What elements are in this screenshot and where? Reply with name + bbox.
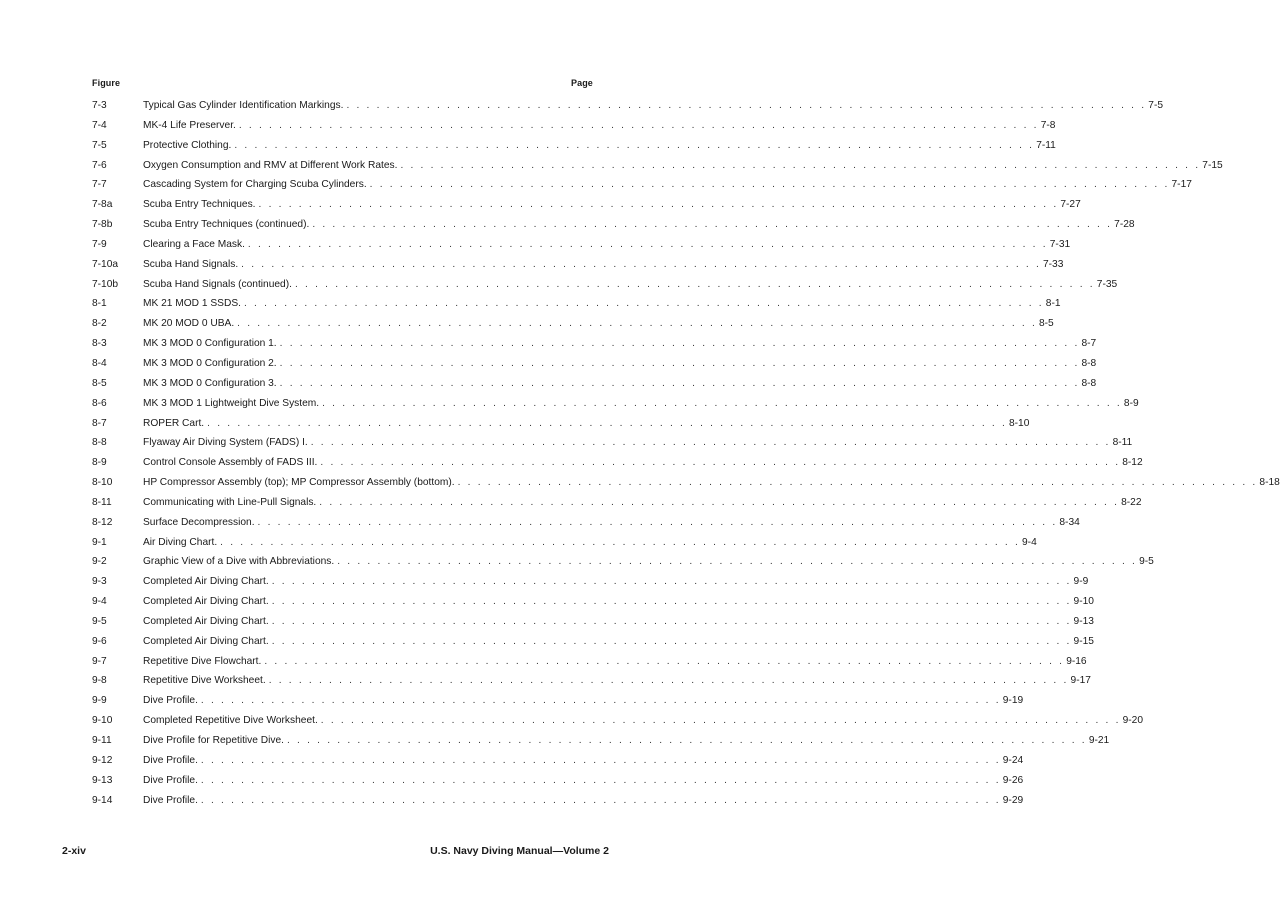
toc-entry[interactable] <box>92 354 1097 374</box>
figure-title: Communicating with Line-Pull Signals. <box>143 496 317 508</box>
toc-entry[interactable] <box>92 156 1223 176</box>
figure-number: 9-11 <box>92 735 112 746</box>
figure-title: Dive Profile. <box>143 774 198 786</box>
dot-leader: . . . . . . . . . . . . . . . . . . . . . . . . . . . . . . . . . . . . . . . . . . . . . . . . . . . . . . . . . . . . . . . . . . . . . . . . . . . . . . . . <box>238 119 1039 131</box>
figure-number: 8-5 <box>92 377 107 389</box>
figure-number: 9-7 <box>92 655 107 667</box>
page-reference: 8-12 <box>1122 457 1143 469</box>
dot-leader: . . . . . . . . . . . . . . . . . . . . . . . . . . . . . . . . . . . . . . . . . . . . . . . . . . . . . . . . . . . . . . . . . . . . . . . . . . . . . . . . <box>294 278 1095 290</box>
page-reference: 7-33 <box>1043 258 1064 270</box>
toc-entry[interactable] <box>92 572 1089 592</box>
figure-title: Dive Profile. <box>143 754 198 766</box>
figure-number: 8-1 <box>92 298 107 310</box>
dot-leader: . . . . . . . . . . . . . . . . . . . . . . . . . . . . . . . . . . . . . . . . . . . . . . . . . . . . . . . . . . . . . . . . . . . . . . . . . . . . . . . . <box>320 457 1121 469</box>
page-reference: 9-17 <box>1070 675 1091 687</box>
figure-title: Surface Decompression. <box>143 516 255 528</box>
figure-list <box>92 96 1280 810</box>
page-reference: 7-17 <box>1171 179 1192 191</box>
toc-entry[interactable] <box>92 314 1054 334</box>
toc-entry[interactable] <box>92 711 1144 731</box>
figure-title: Flyaway Air Diving System (FADS) I. <box>143 437 308 449</box>
toc-entry[interactable] <box>92 175 1192 195</box>
toc-entry[interactable] <box>92 453 1143 473</box>
page-reference: 7-28 <box>1114 219 1135 231</box>
figure-title: MK 3 MOD 1 Lightweight Dive System. <box>143 397 320 409</box>
figure-number: 7-6 <box>92 159 107 171</box>
page-reference: 7-35 <box>1096 278 1118 290</box>
page-reference: 8-8 <box>1081 377 1097 389</box>
dot-leader: . . . . . . . . . . . . . . . . . . . . . . . . . . . . . . . . . . . . . . . . . . . . . . . . . . . . . . . . . . . . . . . . . . . . . . . . . . . . . . . . <box>310 437 1111 449</box>
dot-leader: . . . . . . . . . . . . . . . . . . . . . . . . . . . . . . . . . . . . . . . . . . . . . . . . . . . . . . . . . . . . . . . . . . . . . . . . . . . . . . . . <box>258 199 1059 211</box>
page-reference: 9-26 <box>1002 774 1024 786</box>
figure-number: 8-10 <box>92 477 113 489</box>
figure-number: 9-13 <box>92 774 113 786</box>
toc-entry[interactable] <box>92 215 1135 235</box>
page-reference: 8-5 <box>1039 318 1054 330</box>
figure-number: 8-3 <box>92 338 107 350</box>
footer-page-number: 2-xiv <box>62 845 86 857</box>
dot-leader: . . . . . . . . . . . . . . . . . . . . . . . . . . . . . . . . . . . . . . . . . . . . . . . . . . . . . . . . . . . . . . . . . . . . . . . . . . . . . . . . <box>257 516 1058 528</box>
toc-entry[interactable] <box>92 552 1154 572</box>
page-reference: 9-5 <box>1139 556 1154 568</box>
dot-leader: . . . . . . . . . . . . . . . . . . . . . . . . . . . . . . . . . . . . . . . . . . . . . . . . . . . . . . . . . . . . . . . . . . . . . . . . . . . . . . . . <box>457 477 1258 489</box>
footer-document-title: U.S. Navy Diving Manual—Volume 2 <box>430 845 609 857</box>
toc-entry[interactable] <box>92 671 1091 691</box>
figure-title: Completed Repetitive Dive Worksheet. <box>143 715 318 727</box>
figure-title: MK-4 Life Preserver. <box>143 119 236 131</box>
toc-entry[interactable] <box>92 652 1087 672</box>
toc-entry[interactable] <box>92 791 1024 811</box>
page-reference: 8-1 <box>1045 298 1061 310</box>
figure-number: 9-4 <box>92 596 107 608</box>
figure-number: 8-12 <box>92 516 113 528</box>
figure-number: 9-8 <box>92 675 107 687</box>
page-reference: 7-15 <box>1202 159 1223 171</box>
figure-title: Oxygen Consumption and RMV at Different Work Rates. <box>143 159 398 171</box>
dot-leader: . . . . . . . . . . . . . . . . . . . . . . . . . . . . . . . . . . . . . . . . . . . . . . . . . . . . . . . . . . . . . . . . . . . . . . . . . . . . . . . . <box>271 576 1072 588</box>
figure-number: 8-2 <box>92 318 107 330</box>
dot-leader: . . . . . . . . . . . . . . . . . . . . . . . . . . . . . . . . . . . . . . . . . . . . . . . . . . . . . . . . . . . . . . . . . . . . . . . . . . . . . . . . <box>200 774 1001 786</box>
toc-entry[interactable] <box>92 275 1118 295</box>
page-reference: 7-11 <box>1036 139 1056 151</box>
figure-number: 9-12 <box>92 754 113 766</box>
figure-title: MK 3 MOD 0 Configuration 3. <box>143 377 277 389</box>
page-reference: 8-11 <box>1112 437 1133 449</box>
figure-title: MK 21 MOD 1 SSDS. <box>143 298 241 310</box>
page-reference: 8-8 <box>1081 357 1097 369</box>
toc-entry[interactable] <box>92 632 1094 652</box>
figure-number: 9-5 <box>92 615 107 627</box>
page-reference: 9-19 <box>1002 695 1024 707</box>
figure-title: Graphic View of a Dive with Abbreviations. <box>143 556 335 568</box>
figure-title: MK 3 MOD 0 Configuration 2. <box>143 357 277 369</box>
toc-entry[interactable] <box>92 374 1097 394</box>
figure-number: 8-11 <box>92 496 112 508</box>
figure-title: Dive Profile. <box>143 794 198 806</box>
page-column-header: Page <box>571 78 593 88</box>
toc-entry[interactable] <box>92 255 1064 275</box>
figure-title: Cascading System for Charging Scuba Cylinders. <box>143 179 367 191</box>
dot-leader: . . . . . . . . . . . . . . . . . . . . . . . . . . . . . . . . . . . . . . . . . . . . . . . . . . . . . . . . . . . . . . . . . . . . . . . . . . . . . . . . <box>320 715 1121 727</box>
dot-leader: . . . . . . . . . . . . . . . . . . . . . . . . . . . . . . . . . . . . . . . . . . . . . . . . . . . . . . . . . . . . . . . . . . . . . . . . . . . . . . . . <box>220 536 1021 548</box>
dot-leader: . . . . . . . . . . . . . . . . . . . . . . . . . . . . . . . . . . . . . . . . . . . . . . . . . . . . . . . . . . . . . . . . . . . . . . . . . . . . . . . . <box>369 179 1170 191</box>
page-reference: 9-20 <box>1122 715 1144 727</box>
figure-title: Typical Gas Cylinder Identification Markings. <box>143 100 344 111</box>
page-reference: 9-15 <box>1073 635 1094 647</box>
page-reference: 9-16 <box>1066 655 1087 667</box>
dot-leader: . . . . . . . . . . . . . . . . . . . . . . . . . . . . . . . . . . . . . . . . . . . . . . . . . . . . . . . . . . . . . . . . . . . . . . . . . . . . . . . . <box>271 615 1072 627</box>
dot-leader: . . . . . . . . . . . . . . . . . . . . . . . . . . . . . . . . . . . . . . . . . . . . . . . . . . . . . . . . . . . . . . . . . . . . . . . . . . . . . . . . <box>200 794 1001 806</box>
figure-title: Scuba Hand Signals. <box>143 258 239 270</box>
page-reference: 8-7 <box>1081 338 1097 350</box>
toc-entry[interactable] <box>92 235 1071 255</box>
page-reference: 9-21 <box>1088 735 1110 746</box>
figure-title: Scuba Entry Techniques (continued). <box>143 219 310 231</box>
dot-leader: . . . . . . . . . . . . . . . . . . . . . . . . . . . . . . . . . . . . . . . . . . . . . . . . . . . . . . . . . . . . . . . . . . . . . . . . . . . . . . . . <box>312 219 1113 231</box>
toc-entry[interactable] <box>92 414 1030 434</box>
figure-number: 8-7 <box>92 417 107 429</box>
page-reference: 9-4 <box>1022 536 1037 548</box>
toc-entry[interactable] <box>92 473 1280 493</box>
page-reference: 7-8 <box>1040 119 1056 131</box>
dot-leader: . . . . . . . . . . . . . . . . . . . . . . . . . . . . . . . . . . . . . . . . . . . . . . . . . . . . . . . . . . . . . . . . . . . . . . . . . . . . . . . . <box>346 100 1147 111</box>
figure-number: 8-4 <box>92 357 107 369</box>
dot-leader: . . . . . . . . . . . . . . . . . . . . . . . . . . . . . . . . . . . . . . . . . . . . . . . . . . . . . . . . . . . . . . . . . . . . . . . . . . . . . . . . <box>243 298 1044 310</box>
figure-number: 9-6 <box>92 635 107 647</box>
dot-leader: . . . . . . . . . . . . . . . . . . . . . . . . . . . . . . . . . . . . . . . . . . . . . . . . . . . . . . . . . . . . . . . . . . . . . . . . . . . . . . . . <box>247 238 1048 250</box>
page-reference: 9-10 <box>1073 596 1094 608</box>
dot-leader: . . . . . . . . . . . . . . . . . . . . . . . . . . . . . . . . . . . . . . . . . . . . . . . . . . . . . . . . . . . . . . . . . . . . . . . . . . . . . . . . <box>319 496 1120 508</box>
page-reference: 8-34 <box>1059 516 1080 528</box>
figure-title: MK 20 MOD 0 UBA. <box>143 318 235 330</box>
dot-leader: . . . . . . . . . . . . . . . . . . . . . . . . . . . . . . . . . . . . . . . . . . . . . . . . . . . . . . . . . . . . . . . . . . . . . . . . . . . . . . . . <box>279 338 1080 350</box>
figure-number: 7-7 <box>92 179 107 191</box>
figure-number: 7-9 <box>92 238 107 250</box>
figure-number: 8-6 <box>92 397 107 409</box>
dot-leader: . . . . . . . . . . . . . . . . . . . . . . . . . . . . . . . . . . . . . . . . . . . . . . . . . . . . . . . . . . . . . . . . . . . . . . . . . . . . . . . . <box>264 655 1065 667</box>
figure-number: 8-8 <box>92 437 107 449</box>
figure-title: Air Diving Chart. <box>143 536 218 548</box>
figure-title: Completed Air Diving Chart. <box>143 596 269 608</box>
figure-number: 7-5 <box>92 139 107 151</box>
figure-number: 8-9 <box>92 457 107 469</box>
figure-title: Protective Clothing. <box>143 139 232 151</box>
figure-title: Completed Air Diving Chart. <box>143 615 269 627</box>
figure-title: Dive Profile. <box>143 695 198 707</box>
figure-number: 7-8b <box>92 219 113 231</box>
dot-leader: . . . . . . . . . . . . . . . . . . . . . . . . . . . . . . . . . . . . . . . . . . . . . . . . . . . . . . . . . . . . . . . . . . . . . . . . . . . . . . . . <box>337 556 1138 568</box>
page-reference: 7-27 <box>1060 199 1081 211</box>
figure-title: Completed Air Diving Chart. <box>143 635 269 647</box>
page-reference: 9-9 <box>1073 576 1089 588</box>
page-reference: 8-18 <box>1259 477 1280 489</box>
toc-entry[interactable] <box>92 96 1164 116</box>
figure-title: Scuba Hand Signals (continued). <box>143 278 292 290</box>
page-reference: 8-9 <box>1123 397 1139 409</box>
toc-entry[interactable] <box>92 394 1139 414</box>
page-reference: 8-22 <box>1121 496 1142 508</box>
figure-title: Dive Profile for Repetitive Dive. <box>143 735 284 746</box>
page-reference: 9-24 <box>1002 754 1024 766</box>
toc-entry[interactable] <box>92 592 1094 612</box>
toc-entry[interactable] <box>92 771 1024 791</box>
figure-title: Completed Air Diving Chart. <box>143 576 269 588</box>
dot-leader: . . . . . . . . . . . . . . . . . . . . . . . . . . . . . . . . . . . . . . . . . . . . . . . . . . . . . . . . . . . . . . . . . . . . . . . . . . . . . . . . <box>322 397 1122 409</box>
figure-number: 9-14 <box>92 794 113 806</box>
dot-leader: . . . . . . . . . . . . . . . . . . . . . . . . . . . . . . . . . . . . . . . . . . . . . . . . . . . . . . . . . . . . . . . . . . . . . . . . . . . . . . . . <box>279 377 1080 389</box>
dot-leader: . . . . . . . . . . . . . . . . . . . . . . . . . . . . . . . . . . . . . . . . . . . . . . . . . . . . . . . . . . . . . . . . . . . . . . . . . . . . . . . . <box>400 159 1201 171</box>
figure-column-header: Figure <box>92 78 121 88</box>
toc-entry[interactable] <box>92 136 1056 156</box>
dot-leader: . . . . . . . . . . . . . . . . . . . . . . . . . . . . . . . . . . . . . . . . . . . . . . . . . . . . . . . . . . . . . . . . . . . . . . . . . . . . . . . . <box>279 357 1080 369</box>
page-reference: 7-31 <box>1049 238 1071 250</box>
dot-leader: . . . . . . . . . . . . . . . . . . . . . . . . . . . . . . . . . . . . . . . . . . . . . . . . . . . . . . . . . . . . . . . . . . . . . . . . . . . . . . . . <box>286 735 1087 746</box>
toc-entry[interactable] <box>92 493 1142 513</box>
toc-entry[interactable] <box>92 433 1133 453</box>
dot-leader: . . . . . . . . . . . . . . . . . . . . . . . . . . . . . . . . . . . . . . . . . . . . . . . . . . . . . . . . . . . . . . . . . . . . . . . . . . . . . . . . <box>200 695 1001 707</box>
figure-title: MK 3 MOD 0 Configuration 1. <box>143 338 277 350</box>
toc-entry[interactable] <box>92 195 1081 215</box>
toc-entry[interactable] <box>92 533 1037 553</box>
figure-number: 9-1 <box>92 536 107 548</box>
dot-leader: . . . . . . . . . . . . . . . . . . . . . . . . . . . . . . . . . . . . . . . . . . . . . . . . . . . . . . . . . . . . . . . . . . . . . . . . . . . . . . . . <box>200 754 1001 766</box>
toc-entry[interactable] <box>92 612 1094 632</box>
figure-number: 9-2 <box>92 556 107 568</box>
figure-number: 9-10 <box>92 715 113 727</box>
figure-title: Repetitive Dive Flowchart. <box>143 655 262 667</box>
page-reference: 8-10 <box>1008 417 1030 429</box>
toc-entry[interactable] <box>92 731 1110 751</box>
figure-number: 7-10a <box>92 258 119 270</box>
toc-entry[interactable] <box>92 116 1056 136</box>
figure-title: HP Compressor Assembly (top); MP Compressor Assembly (bottom). <box>143 477 455 489</box>
figure-number: 7-10b <box>92 278 119 290</box>
dot-leader: . . . . . . . . . . . . . . . . . . . . . . . . . . . . . . . . . . . . . . . . . . . . . . . . . . . . . . . . . . . . . . . . . . . . . . . . . . . . . . . . <box>268 675 1069 687</box>
toc-entry[interactable] <box>92 513 1080 533</box>
figure-number: 7-8a <box>92 199 113 211</box>
figure-number: 9-3 <box>92 576 107 588</box>
toc-entry[interactable] <box>92 751 1024 771</box>
page-reference: 7-5 <box>1148 100 1164 111</box>
dot-leader: . . . . . . . . . . . . . . . . . . . . . . . . . . . . . . . . . . . . . . . . . . . . . . . . . . . . . . . . . . . . . . . . . . . . . . . . . . . . . . . . <box>271 635 1072 647</box>
figure-title: Clearing a Face Mask. <box>143 238 245 250</box>
dot-leader: . . . . . . . . . . . . . . . . . . . . . . . . . . . . . . . . . . . . . . . . . . . . . . . . . . . . . . . . . . . . . . . . . . . . . . . . . . . . . . . . <box>207 417 1007 429</box>
toc-entry[interactable] <box>92 334 1097 354</box>
page-reference: 9-13 <box>1073 615 1094 627</box>
figure-title: Scuba Entry Techniques. <box>143 199 256 211</box>
toc-entry[interactable] <box>92 691 1024 711</box>
dot-leader: . . . . . . . . . . . . . . . . . . . . . . . . . . . . . . . . . . . . . . . . . . . . . . . . . . . . . . . . . . . . . . . . . . . . . . . . . . . . . . . . <box>241 258 1041 270</box>
page-reference: 9-29 <box>1002 794 1024 806</box>
dot-leader: . . . . . . . . . . . . . . . . . . . . . . . . . . . . . . . . . . . . . . . . . . . . . . . . . . . . . . . . . . . . . . . . . . . . . . . . . . . . . . . . <box>237 318 1037 330</box>
figure-number: 7-4 <box>92 119 107 131</box>
figure-title: Control Console Assembly of FADS III. <box>143 457 318 469</box>
figure-title: ROPER Cart. <box>143 417 205 429</box>
figure-number: 9-9 <box>92 695 107 707</box>
dot-leader: . . . . . . . . . . . . . . . . . . . . . . . . . . . . . . . . . . . . . . . . . . . . . . . . . . . . . . . . . . . . . . . . . . . . . . . . . . . . . . . . <box>271 596 1072 608</box>
toc-entry[interactable] <box>92 294 1061 314</box>
dot-leader: . . . . . . . . . . . . . . . . . . . . . . . . . . . . . . . . . . . . . . . . . . . . . . . . . . . . . . . . . . . . . . . . . . . . . . . . . . . . . . . . <box>234 139 1035 151</box>
figure-number: 7-3 <box>92 100 107 111</box>
figure-title: Repetitive Dive Worksheet. <box>143 675 266 687</box>
